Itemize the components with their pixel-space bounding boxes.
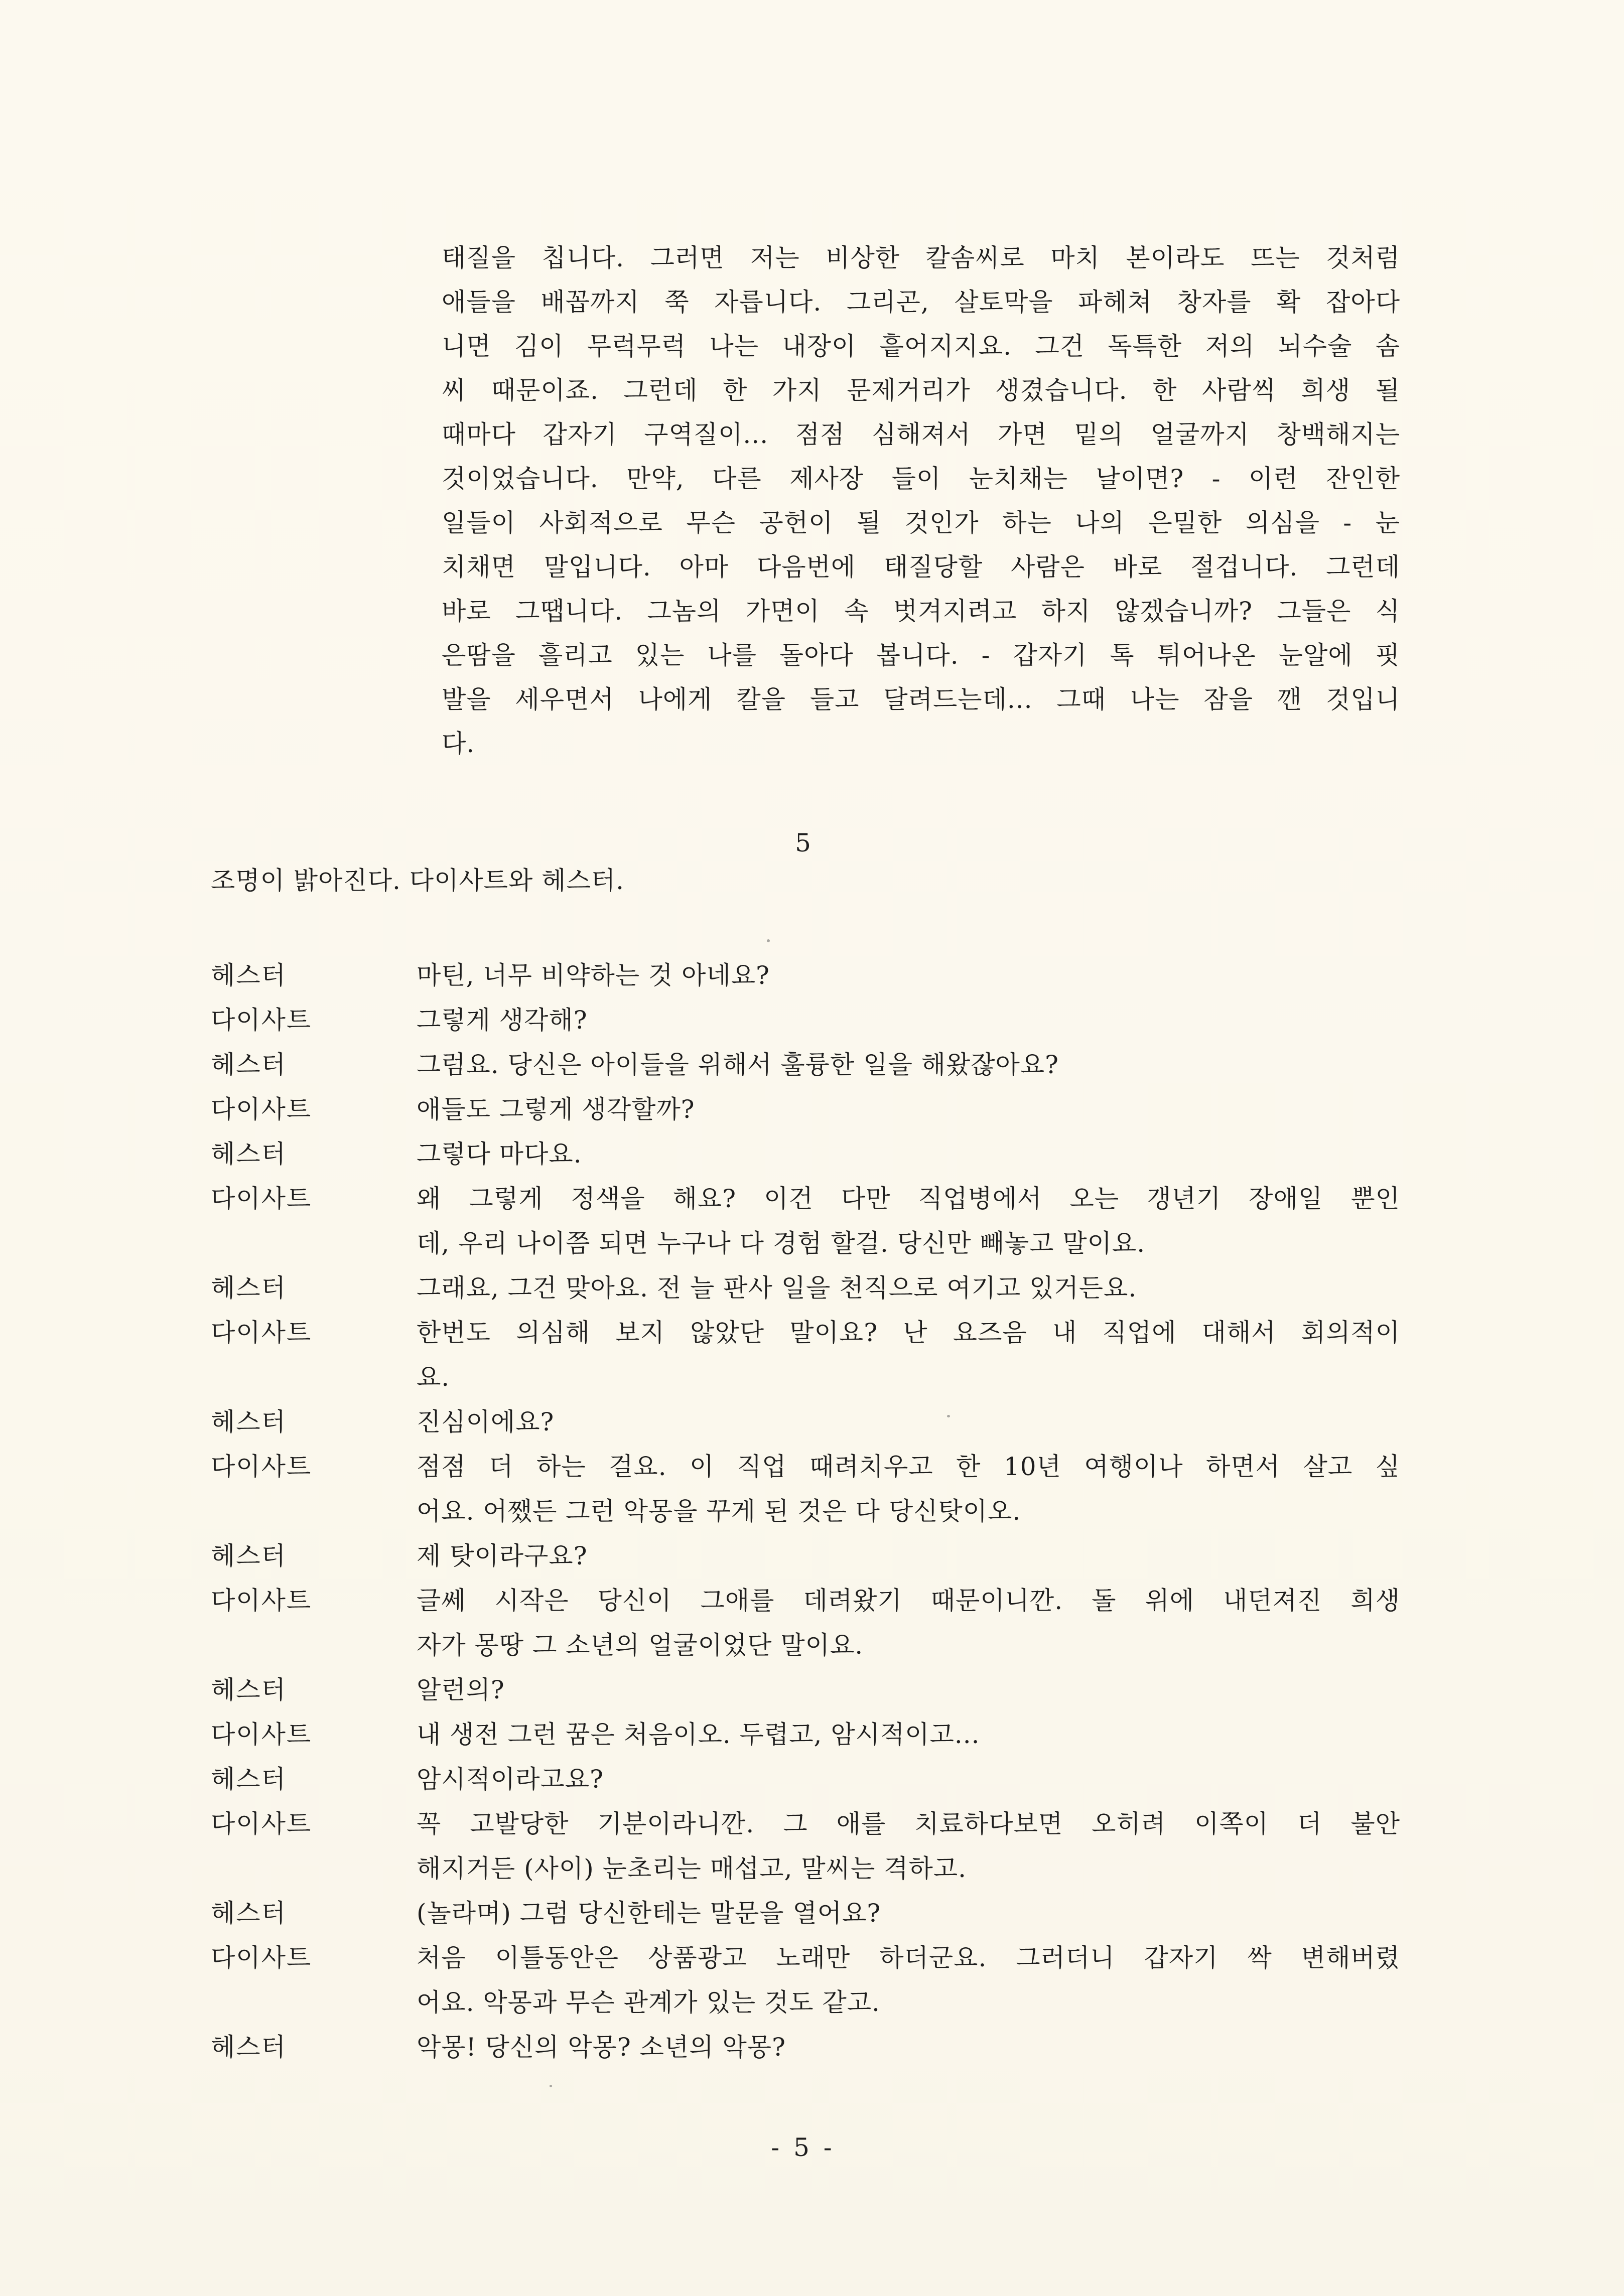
speech-line: 왜 그렇게 정색을 해요? 이건 다만 직업병에서 오는 갱년기 장애일 뿐인 — [417, 1184, 1400, 1213]
speaker-name: 헤스터 — [211, 1675, 287, 1704]
speech-text — [417, 1891, 1400, 1936]
speech-text — [417, 2025, 1400, 2070]
speech-line: (놀라며) 그럼 당신한테는 말문을 열어요? — [417, 1899, 881, 1928]
monologue-line: 씨 때문이죠. 그런데 한 가지 문제거리가 생겼습니다. 한 사람씩 희생 될 — [442, 376, 1400, 405]
speech-line: 그렇게 생각해? — [417, 1006, 588, 1035]
monologue-line: 애들을 배꼽까지 쭉 자릅니다. 그리곤, 살토막을 파헤쳐 창자를 확 잡아다 — [442, 288, 1400, 317]
speech-line: 진심이에요? — [417, 1407, 555, 1437]
monologue-line: 것이었습니다. 만약, 다른 제사장 들이 눈치채는 날이면? - 이런 잔인한 — [442, 464, 1400, 493]
monologue-line: 발을 세우면서 나에게 칼을 들고 달려드는데... 그때 나는 잠을 깬 것입니 — [442, 685, 1400, 714]
dialogue-block — [211, 953, 1400, 2070]
speech-text — [417, 1400, 1400, 1445]
speech-line: 꼭 고발당한 기분이라니깐. 그 애를 치료하다보면 오히려 이쪽이 더 불안 — [417, 1809, 1400, 1838]
speech-text — [417, 1578, 1400, 1668]
speech-text — [417, 1311, 1400, 1400]
monologue-line: 일들이 사회적으로 무슨 공헌이 될 것인가 하는 나의 은밀한 의심을 - 눈 — [442, 508, 1400, 537]
speech-line: 알런의? — [417, 1675, 505, 1704]
dialogue-turn — [211, 1668, 1400, 1712]
dialogue-turn — [211, 1712, 1400, 1757]
speaker-name: 헤스터 — [211, 1139, 287, 1169]
monologue-line: 태질을 칩니다. 그러면 저는 비상한 칼솜씨로 마치 본이라도 뜨는 것처럼 — [442, 243, 1400, 272]
scan-speck — [550, 2085, 552, 2087]
speech-text — [417, 1087, 1400, 1132]
speech-text — [417, 1712, 1400, 1757]
speech-line: 해지거든 (사이) 눈초리는 매섭고, 말씨는 격하고. — [417, 1854, 967, 1883]
speech-line: 자가 몽땅 그 소년의 얼굴이었단 말이요. — [417, 1631, 864, 1660]
speech-text — [417, 1445, 1400, 1534]
speaker-name: 다이사트 — [211, 1095, 312, 1124]
speaker-name: 다이사트 — [211, 1586, 312, 1615]
speech-text — [417, 1802, 1400, 1891]
speech-line: 한번도 의심해 보지 않았단 말이요? 난 요즈음 내 직업에 대해서 회의적이 — [417, 1318, 1400, 1347]
speech-text — [417, 1757, 1400, 1802]
monologue-line: 바로 그땝니다. 그놈의 가면이 속 벗겨지려고 하지 않겠습니까? 그들은 식 — [442, 597, 1400, 626]
speaker-name: 다이사트 — [211, 1184, 312, 1213]
speech-line: 마틴, 너무 비약하는 것 아네요? — [417, 961, 770, 990]
speech-line: 내 생전 그런 꿈은 처음이오. 두렵고, 암시적이고... — [417, 1720, 980, 1749]
speech-line: 애들도 그렇게 생각할까? — [417, 1095, 695, 1124]
speech-text — [417, 1266, 1400, 1311]
speaker-name: 헤스터 — [211, 1050, 287, 1079]
scene-number: 5 — [795, 828, 811, 857]
dialogue-turn — [211, 1534, 1400, 1578]
speaker-name: 다이사트 — [211, 1318, 312, 1347]
dialogue-turn — [211, 1400, 1400, 1445]
scan-speck — [947, 1415, 950, 1417]
speaker-name: 다이사트 — [211, 1006, 312, 1035]
speech-line: 처음 이틀동안은 상품광고 노래만 하더군요. 그러더니 갑자기 싹 변해버렸 — [417, 1943, 1400, 1972]
speaker-name: 다이사트 — [211, 1720, 312, 1749]
speaker-name: 헤스터 — [211, 1407, 287, 1437]
speaker-name: 헤스터 — [211, 2033, 287, 2062]
dialogue-turn — [211, 1802, 1400, 1891]
page-number: - 5 - — [771, 2133, 835, 2162]
speech-text — [417, 1043, 1400, 1087]
speaker-name: 헤스터 — [211, 1541, 287, 1570]
speech-line: 그래요, 그건 맞아요. 전 늘 판사 일을 천직으로 여기고 있거든요. — [417, 1273, 1137, 1303]
speech-line: 데, 우리 나이쯤 되면 누구나 다 경험 할걸. 당신만 빼놓고 말이요. — [417, 1229, 1146, 1258]
speech-line: 그럼요. 당신은 아이들을 위해서 훌륭한 일을 해왔잖아요? — [417, 1050, 1059, 1079]
dialogue-turn — [211, 1757, 1400, 1802]
dialogue-turn — [211, 1132, 1400, 1177]
speech-text — [417, 1534, 1400, 1578]
dialogue-turn — [211, 1891, 1400, 1936]
speaker-name: 다이사트 — [211, 1809, 312, 1838]
monologue-line: 은땀을 흘리고 있는 나를 돌아다 봅니다. - 갑자기 톡 튀어나온 눈알에 핏 — [442, 641, 1400, 670]
speaker-name: 다이사트 — [211, 1943, 312, 1972]
dialogue-turn — [211, 1087, 1400, 1132]
speaker-name: 헤스터 — [211, 1765, 287, 1794]
monologue-line: 다. — [442, 729, 475, 758]
speech-line: 제 탓이라구요? — [417, 1541, 588, 1570]
speech-text — [417, 1936, 1400, 2025]
speech-text — [417, 953, 1400, 998]
speech-line: 어요. 악몽과 무슨 관계가 있는 것도 같고. — [417, 1988, 880, 2017]
speech-line: 그렇다 마다요. — [417, 1139, 582, 1169]
scan-speck — [767, 939, 770, 942]
dialogue-turn — [211, 1266, 1400, 1311]
speech-text — [417, 1668, 1400, 1712]
dialogue-turn — [211, 1311, 1400, 1400]
speech-text — [417, 998, 1400, 1043]
dialogue-turn — [211, 1177, 1400, 1266]
speech-line: 암시적이라고요? — [417, 1765, 604, 1794]
dialogue-turn — [211, 1445, 1400, 1534]
speaker-name: 다이사트 — [211, 1452, 312, 1481]
speech-line: 요. — [417, 1363, 450, 1392]
speech-line: 악몽! 당신의 악몽? 소년의 악몽? — [417, 2033, 786, 2062]
speech-text — [417, 1132, 1400, 1177]
monologue-paragraph — [442, 236, 1400, 766]
dialogue-turn — [211, 1043, 1400, 1087]
speech-text — [417, 1177, 1400, 1266]
speaker-name: 헤스터 — [211, 1899, 287, 1928]
dialogue-turn — [211, 953, 1400, 998]
speech-line: 점점 더 하는 걸요. 이 직업 때려치우고 한 10년 여행이나 하면서 살고 싶 — [417, 1452, 1400, 1481]
dialogue-turn — [211, 1936, 1400, 2025]
monologue-line: 치채면 말입니다. 아마 다음번에 태질당할 사람은 바로 절겁니다. 그런데 — [442, 552, 1400, 582]
monologue-line: 때마다 갑자기 구역질이... 점점 심해져서 가면 밑의 얼굴까지 창백해지는 — [442, 420, 1400, 449]
stage-direction: 조명이 밝아진다. 다이사트와 헤스터. — [211, 866, 624, 895]
speaker-name: 헤스터 — [211, 1273, 287, 1303]
speech-line: 글쎄 시작은 당신이 그애를 데려왔기 때문이니깐. 돌 위에 내던져진 희생 — [417, 1586, 1400, 1615]
monologue-line: 니면 김이 무럭무럭 나는 내장이 흩어지지요. 그건 독특한 저의 뇌수술 솜 — [442, 332, 1400, 361]
speaker-name: 헤스터 — [211, 961, 287, 990]
dialogue-turn — [211, 998, 1400, 1043]
dialogue-turn — [211, 2025, 1400, 2070]
dialogue-turn — [211, 1578, 1400, 1668]
speech-line: 어요. 어쨌든 그런 악몽을 꾸게 된 것은 다 당신탓이오. — [417, 1497, 1021, 1526]
